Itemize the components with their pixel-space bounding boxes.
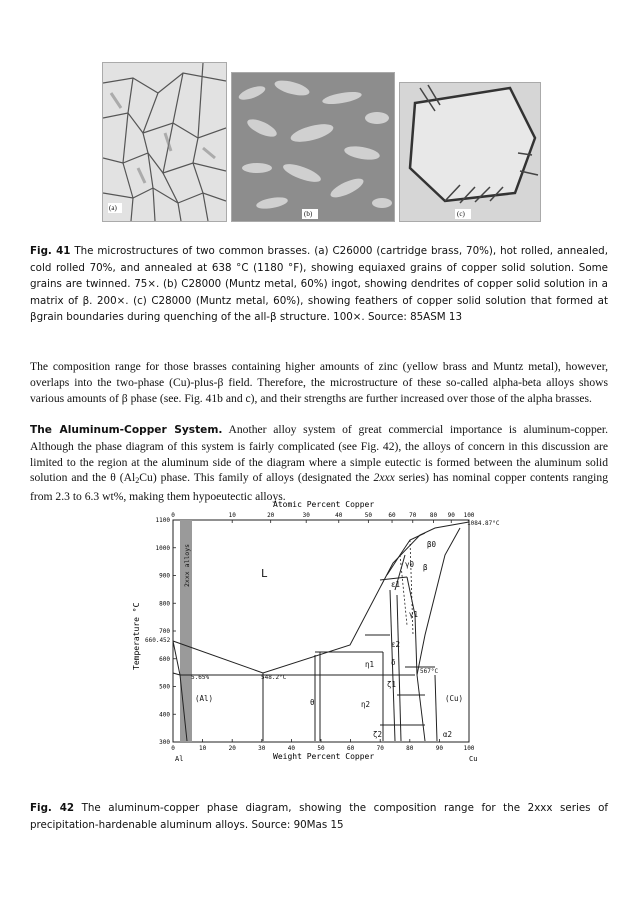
top-axis-title: Atomic Percent Copper <box>273 500 375 509</box>
solubility-label: 5.65% <box>191 674 210 681</box>
epsilon2-label: ε2 <box>391 640 401 649</box>
paragraph-italic: 2xxx <box>373 471 395 485</box>
micrograph-b-label: (b) <box>304 210 313 218</box>
section-heading: The Aluminum-Copper System. <box>30 424 223 436</box>
bottom-tick-label: 30 <box>258 745 266 752</box>
y-tick-label: 900 <box>159 572 170 580</box>
paragraph-text-3: series) has nominal copper contents ranging from 2.3 to 6.3 wt%, making them hypoeutectic alloys. <box>30 471 608 504</box>
beta-label: β <box>423 563 428 572</box>
plot-frame <box>173 520 469 742</box>
epsilon1-label: ε1 <box>391 580 401 589</box>
micrograph-c-feathers <box>400 83 540 221</box>
phase-boundaries <box>173 522 469 741</box>
al-phase-label: (Al) <box>195 694 214 703</box>
micrograph-c-label: (c) <box>457 210 465 218</box>
figure41-caption-label: Fig. 41 <box>30 245 71 257</box>
top-tick-label: 20 <box>267 512 275 519</box>
top-tick-label: 100 <box>463 512 475 519</box>
top-tick-label: 80 <box>429 512 438 519</box>
paragraph-brasses: The composition range for those brasses containing higher amounts of zinc (yellow brass and Muntz metal), however, overlaps into the two-phase (Cu)-plus-β field. Therefore, the microstructure of these so-called alpha-beta alloys shows various amounts of β phase (see. Fig. 41b and c), and their strengths are further increased over those of the alpha brasses. <box>30 360 608 405</box>
top-tick-label: 70 <box>409 512 417 519</box>
micrograph-c <box>399 82 541 222</box>
eutectic-label: 548.2°C <box>261 674 287 681</box>
top-tick-label: 0 <box>171 512 175 519</box>
figure41-caption-text: The microstructures of two common brasses. (a) C26000 (cartridge brass, 70%), hot rolled, annealed, cold rolled 70%, and annealed at 638 °C (1180 °F), showing equiaxed grains of copper solid solution. Some grains are twinned. 75×. (b) C28000 (Muntz metal, 60%) ingot, showing dendrites of copper solid solution in a matrix of β. 200×. (c) C28000 (Muntz metal, 60%), showing feathers of copper solid solution that formed at βgrain boundaries during quenching of the all-β structure. 100×. Source: 85ASM 13 <box>30 245 608 323</box>
bottom-tick-label: 20 <box>228 745 236 752</box>
paragraph-aluminum-copper <box>30 422 608 505</box>
eta2-label: η2 <box>361 700 371 709</box>
bottom-axis-title: Weight Percent Copper <box>273 752 375 761</box>
bottom-tick-label: 0 <box>171 745 175 752</box>
y-axis-title: Temperature °C <box>132 602 141 670</box>
paragraph-text-2: Cu) phase. This family of alloys (designated the <box>139 471 374 485</box>
liquid-label: L <box>261 567 268 580</box>
zeta1-label: ζ1 <box>387 680 397 689</box>
top-tick-label: 30 <box>302 512 310 519</box>
top-tick-label: 40 <box>335 512 343 519</box>
bottom-tick-label: 40 <box>287 745 296 752</box>
theta-label: θ <box>310 698 315 707</box>
paragraph-subscript: 2 <box>135 476 140 486</box>
micrograph-a-grains <box>103 63 226 221</box>
eutectoid-label: 567°C <box>420 668 439 675</box>
alpha2-label: α2 <box>443 730 453 739</box>
zeta2-label: ζ2 <box>373 730 383 739</box>
al-melting-label: 660.452 <box>145 637 171 644</box>
eta1-label: η1 <box>365 660 375 669</box>
left-element-label: Al <box>175 755 184 763</box>
top-tick-label: 90 <box>447 512 455 519</box>
y-tick-label: 1000 <box>155 544 170 552</box>
y-tick-label: 600 <box>159 655 170 663</box>
figure41-caption <box>30 243 608 326</box>
micrograph-b-dendrites <box>232 73 394 221</box>
band-label: 2xxx alloys <box>183 543 191 587</box>
bottom-tick-label: 60 <box>346 745 355 752</box>
micrograph-a <box>102 62 227 222</box>
micrograph-b <box>231 72 395 222</box>
cu-phase-label: (Cu) <box>445 694 464 703</box>
gamma0-label: γ0 <box>405 560 415 569</box>
delta-label: δ <box>391 658 396 667</box>
y-tick-label: 800 <box>159 600 170 608</box>
bottom-tick-label: 70 <box>376 745 384 752</box>
y-tick-label: 300 <box>159 739 170 746</box>
gamma1-label: γ1 <box>409 610 419 619</box>
bottom-tick-label: 10 <box>198 745 207 752</box>
figure42-caption-text: The aluminum-copper phase diagram, showing the composition range for the 2xxx series of precipitation-hardenable aluminum alloys. Source: 90Mas 15 <box>30 802 608 831</box>
top-tick-label: 60 <box>388 512 396 519</box>
figure42-caption-label: Fig. 42 <box>30 802 75 814</box>
beta0-label: β0 <box>427 540 437 549</box>
bottom-tick-label: 90 <box>435 745 444 752</box>
paragraph-text-1: Another alloy system of great commercial importance is aluminum-copper. Although the phase diagram of this system is fairly complicated (see Fig. 42), the alloys of concern in this discussion are limited to the region at the aluminum side of the diagram where a simple eutectic is formed between the aluminum solid solution and the θ (Al <box>30 423 609 485</box>
bottom-tick-label: 100 <box>463 745 475 752</box>
top-tick-label: 10 <box>228 512 236 519</box>
y-tick-label: 500 <box>159 683 170 691</box>
al-cu-phase-diagram <box>125 495 505 775</box>
cu-melting-label: 1084.87°C <box>467 520 500 527</box>
y-tick-label: 400 <box>159 711 170 719</box>
bottom-tick-label: 50 <box>317 745 325 752</box>
right-element-label: Cu <box>469 755 478 763</box>
bottom-tick-label: 80 <box>406 745 414 752</box>
micrograph-a-label: (a) <box>109 204 117 212</box>
y-tick-label: 1100 <box>155 517 170 524</box>
y-tick-label: 700 <box>159 628 170 635</box>
top-tick-label: 50 <box>364 512 372 519</box>
figure42-caption <box>30 800 608 833</box>
